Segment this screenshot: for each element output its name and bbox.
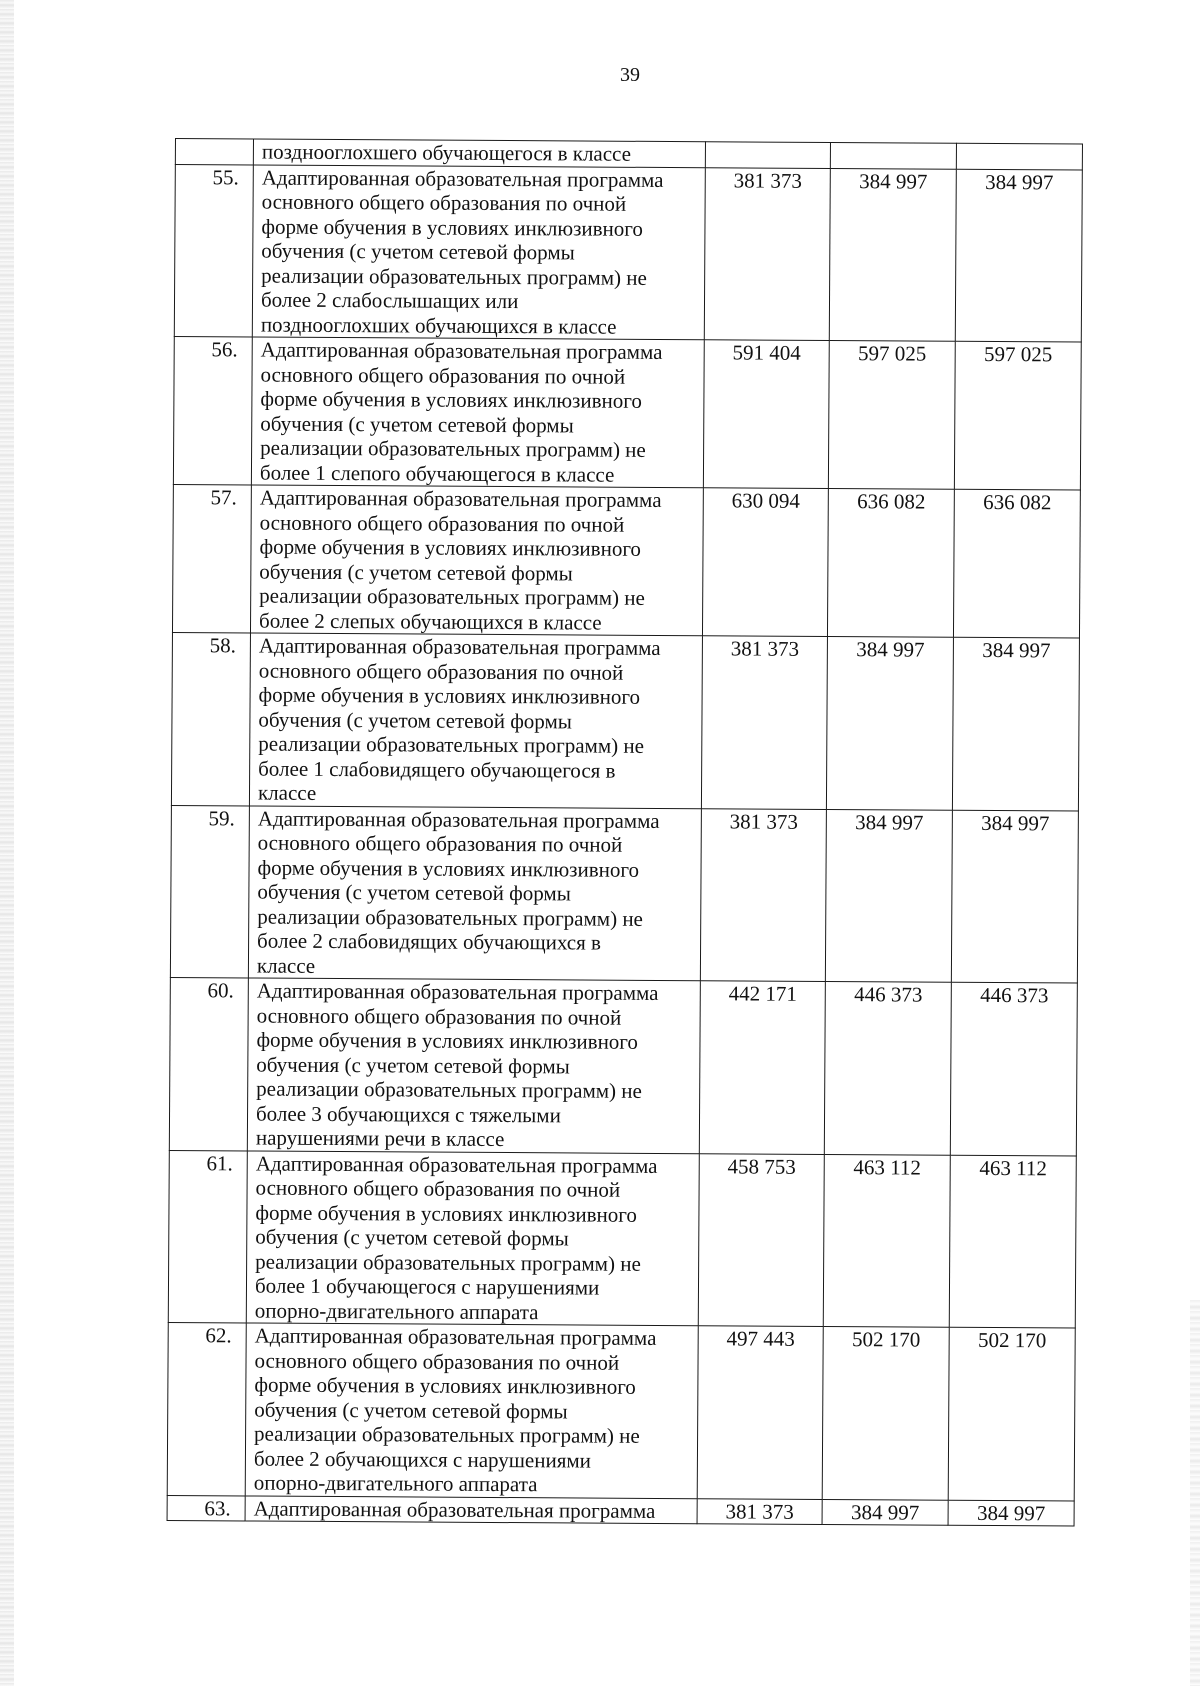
row-number: 61.: [168, 1150, 247, 1323]
value-cell: 384 997: [825, 809, 952, 982]
value-cell: 446 373: [950, 982, 1077, 1155]
value-cell: 384 997: [951, 810, 1078, 983]
value-cell: 384 997: [829, 168, 956, 341]
value-cell: 381 373: [701, 636, 827, 809]
row-number: 56.: [173, 336, 252, 484]
value-cell: 591 404: [703, 340, 829, 489]
value-cell: [830, 143, 956, 169]
value-cell: [705, 142, 830, 168]
program-name: Адаптированная образовательная программа основного общего образования по очной форме обучения в условиях инклюзивного обучения (с учетом сетевой формы реализации образовательных программ) не более 1 слепого обучающегося в классе: [251, 337, 704, 488]
scan-edge-right: [1190, 1300, 1200, 1686]
program-name: Адаптированная образовательная программа основного общего образования по очной форме обучения в условиях инклюзивного обучения (с учетом сетевой формы реализации образовательных программ) не более 1 обучающегося с нарушениями опорно-двигательного аппарата: [246, 1150, 699, 1325]
value-cell: 442 171: [699, 981, 825, 1154]
value-cell: 384 997: [826, 636, 953, 809]
table-row: [170, 805, 1078, 983]
row-number: 62.: [167, 1322, 246, 1495]
table-row: [174, 164, 1082, 342]
program-name: Адаптированная образовательная программа основного общего образования по очной форме обучения в условиях инклюзивного обучения (с учетом сетевой формы реализации образовательных программ) не более 3 обучающихся с тяжелыми нарушениями речи в классе: [247, 978, 700, 1153]
row-number: [175, 139, 253, 165]
value-cell: 597 025: [954, 341, 1081, 490]
value-cell: 446 373: [824, 981, 951, 1154]
table-row: [168, 1150, 1076, 1328]
table-row: [172, 484, 1080, 638]
value-cell: 597 025: [828, 341, 955, 490]
value-cell: 630 094: [702, 488, 828, 637]
value-cell: 497 443: [697, 1326, 823, 1499]
value-cell: 384 997: [955, 169, 1082, 342]
value-cell: 502 170: [822, 1326, 949, 1499]
scan-edge-left: [0, 0, 14, 1686]
value-cell: 381 373: [700, 808, 826, 981]
row-number: 60.: [169, 977, 248, 1150]
program-name: Адаптированная образовательная программа основного общего образования по очной форме обучения в условиях инклюзивного обучения (с учетом сетевой формы реализации образовательных программ) не более 1 слабовидящего обучающегося в классе: [249, 633, 702, 808]
value-cell: 463 112: [949, 1155, 1076, 1328]
value-cell: 458 753: [698, 1153, 824, 1326]
row-number: 59.: [170, 805, 249, 978]
program-name: Адаптированная образовательная программа основного общего образования по очной форме обучения в условиях инклюзивного обучения (с учетом сетевой формы реализации образовательных программ) не более 2 слабовидящих обучающихся в классе: [248, 805, 701, 980]
value-cell: 463 112: [823, 1154, 950, 1327]
program-name: Адаптированная образовательная программа основного общего образования по очной форме обучения в условиях инклюзивного обучения (с учетом сетевой формы реализации образовательных программ) не более 2 обучающихся с нарушениями опорно-двигательного аппарата: [245, 1323, 698, 1498]
table-row: [167, 1322, 1075, 1500]
value-cell: 636 082: [953, 489, 1080, 638]
value-cell: 384 997: [952, 637, 1079, 810]
value-cell: 384 997: [948, 1500, 1074, 1526]
table-row: [167, 1495, 1074, 1526]
value-cell: 384 997: [822, 1499, 948, 1525]
program-cost-table: [167, 138, 1083, 1527]
value-cell: 636 082: [827, 488, 954, 637]
row-number: 55.: [174, 164, 253, 337]
page-number: 39: [620, 64, 640, 86]
row-number: 63.: [167, 1495, 245, 1521]
value-cell: 381 373: [704, 167, 830, 340]
value-cell: 381 373: [697, 1498, 822, 1524]
table-row: [169, 977, 1077, 1155]
table-row: [171, 632, 1079, 810]
value-cell: 502 170: [948, 1327, 1075, 1500]
table-row: [173, 336, 1081, 490]
program-name: Адаптированная образовательная программа: [245, 1495, 697, 1523]
program-name: позднооглохшего обучающегося в классе: [253, 139, 705, 167]
row-number: 58.: [171, 632, 250, 805]
program-name: Адаптированная образовательная программа основного общего образования по очной форме обучения в условиях инклюзивного обучения (с учетом сетевой формы реализации образовательных программ) не более 2 слабослышащих или позднооглохших обучающихся в классе: [252, 164, 705, 339]
value-cell: [956, 143, 1082, 169]
program-name: Адаптированная образовательная программа основного общего образования по очной форме обучения в условиях инклюзивного обучения (с учетом сетевой формы реализации образовательных программ) не более 2 слепых обучающихся в классе: [250, 485, 703, 636]
row-number: 57.: [172, 484, 251, 632]
